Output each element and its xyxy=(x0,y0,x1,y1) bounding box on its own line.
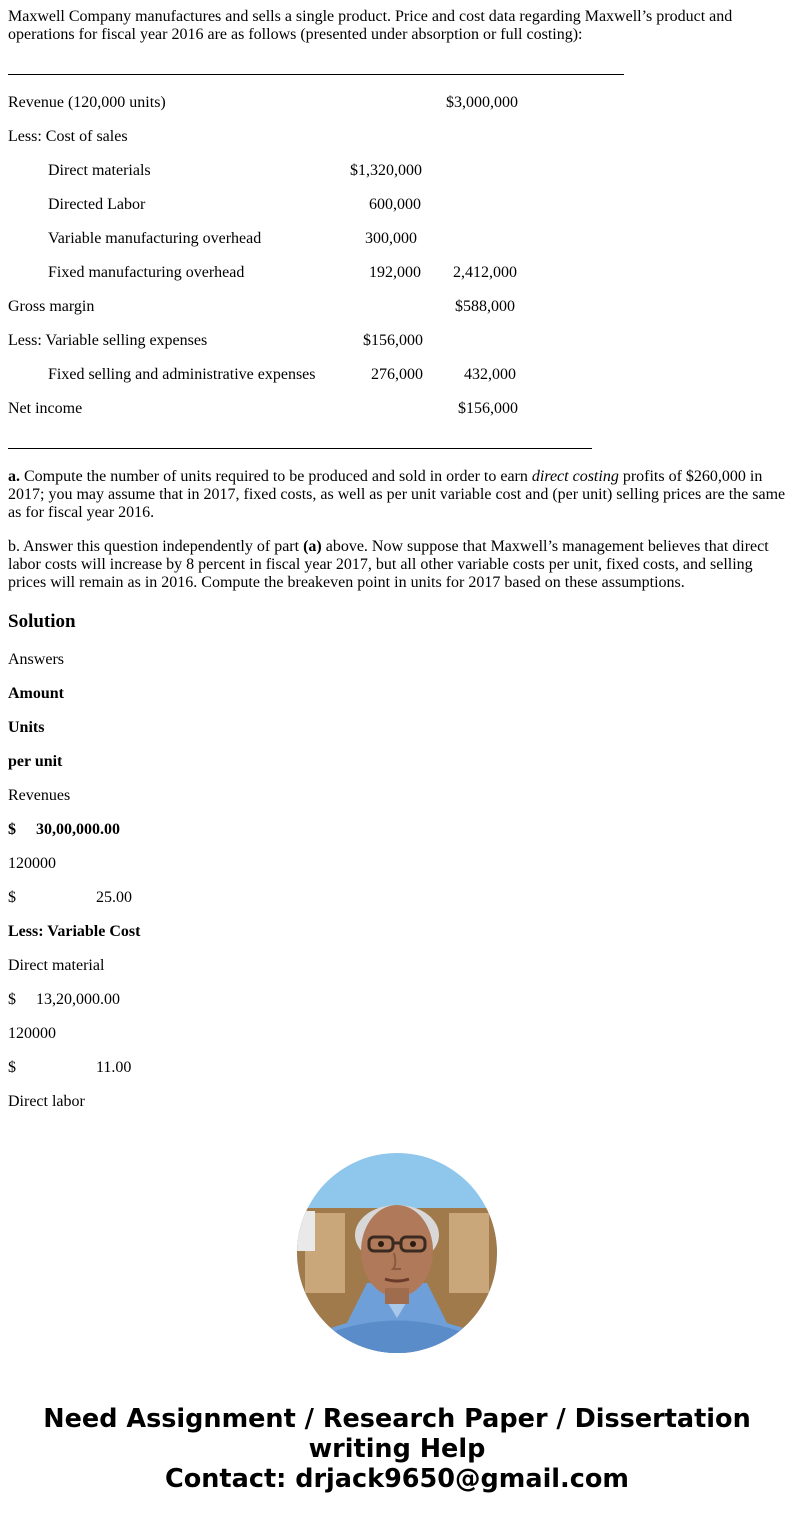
question-b-ref: (a) xyxy=(303,538,322,555)
revenues-label: Revenues xyxy=(8,787,71,804)
statement-row-net-income xyxy=(0,400,794,418)
row-total: 2,412,000 xyxy=(453,264,517,281)
statement-row-revenue xyxy=(0,94,794,112)
row-amount: 192,000 xyxy=(369,264,421,281)
promo-footer xyxy=(0,1404,794,1494)
currency-symbol: $ xyxy=(8,991,16,1008)
tutor-portrait xyxy=(297,1153,497,1353)
question-a-emphasis: direct costing xyxy=(531,468,619,485)
direct-material-label: Direct material xyxy=(8,957,105,974)
row-label: Fixed manufacturing overhead xyxy=(48,264,245,281)
row-label: Gross margin xyxy=(8,298,95,315)
amount-header: Amount xyxy=(8,685,65,702)
tutor-avatar xyxy=(297,1153,497,1353)
statement-row-direct-labor xyxy=(0,196,794,214)
row-amount: 276,000 xyxy=(371,366,423,383)
row-label: Fixed selling and administrative expenses xyxy=(48,366,316,383)
question-b xyxy=(8,538,788,592)
row-label: Net income xyxy=(8,400,83,417)
row-total: 432,000 xyxy=(464,366,516,383)
row-amount: $156,000 xyxy=(363,332,423,349)
solution-heading: Solution xyxy=(8,611,76,632)
direct-material-per-unit: 11.00 xyxy=(96,1059,132,1076)
statement-row-variable-overhead xyxy=(0,230,794,248)
row-amount: $1,320,000 xyxy=(350,162,422,179)
table-bottom-rule xyxy=(8,448,592,449)
promo-line-1: Need Assignment / Research Paper / Dissertation xyxy=(43,1404,751,1434)
question-a-marker: a. xyxy=(8,468,20,485)
statement-row-gross-margin xyxy=(0,298,794,316)
question-b-text-1: b. Answer this question independently of part xyxy=(8,538,304,555)
question-a-text-1: Compute the number of units required to be produced and sold in order to earn xyxy=(20,468,532,485)
statement-row-fixed-overhead xyxy=(0,264,794,282)
row-total: $156,000 xyxy=(458,400,518,417)
currency-symbol: $ xyxy=(8,889,16,906)
statement-row-fixed-selling-admin xyxy=(0,366,794,384)
row-label: Revenue (120,000 units) xyxy=(8,94,166,111)
row-label: Less: Cost of sales xyxy=(8,128,128,145)
direct-material-units: 120000 xyxy=(8,1025,56,1042)
revenues-amount: 30,00,000.00 xyxy=(36,821,120,838)
revenues-units: 120000 xyxy=(8,855,56,872)
less-variable-cost-label: Less: Variable Cost xyxy=(8,923,141,940)
table-top-rule xyxy=(8,74,624,75)
per-unit-header: per unit xyxy=(8,753,63,770)
question-b-text-2: above. Now suppose that Maxwell’s management believes that direct labor costs will increase by 8 percent in fiscal year 2017, but all other variable costs per unit, fixed costs, and selling prices will remain as in 2016. Compute the breakeven point in units for 2017 based on these assumptions. xyxy=(8,538,769,591)
revenues-per-unit: 25.00 xyxy=(96,889,132,906)
promo-line-2: writing Help xyxy=(308,1434,486,1464)
row-label: Variable manufacturing overhead xyxy=(48,230,262,247)
row-label: Direct materials xyxy=(48,162,151,179)
promo-contact: Contact: drjack9650@gmail.com xyxy=(165,1464,629,1494)
row-total: $3,000,000 xyxy=(446,94,518,111)
direct-labor-label: Direct labor xyxy=(8,1093,85,1110)
statement-row-direct-materials xyxy=(0,162,794,180)
row-label: Directed Labor xyxy=(48,196,146,213)
direct-material-amount: 13,20,000.00 xyxy=(36,991,120,1008)
currency-symbol: $ xyxy=(8,821,16,838)
statement-row-cost-of-sales xyxy=(0,128,794,146)
currency-symbol: $ xyxy=(8,1059,16,1076)
question-a xyxy=(8,468,788,522)
statement-row-variable-selling xyxy=(0,332,794,350)
row-amount: 300,000 xyxy=(365,230,417,247)
row-amount: 600,000 xyxy=(369,196,421,213)
row-total: $588,000 xyxy=(455,298,515,315)
answers-label: Answers xyxy=(8,651,64,668)
units-header: Units xyxy=(8,719,45,736)
question-a-text-2: profits of $260,000 in 2017; you may assume that in 2017, fixed costs, as well as per unit variable cost and (per unit) selling prices are the same as for fiscal year 2016. xyxy=(8,468,786,521)
row-label: Less: Variable selling expenses xyxy=(8,332,208,349)
problem-intro: Maxwell Company manufactures and sells a single product. Price and cost data regarding Maxwell’s product and operations for fiscal year 2016 are as follows (presented under absorption or full costing): xyxy=(8,8,733,43)
